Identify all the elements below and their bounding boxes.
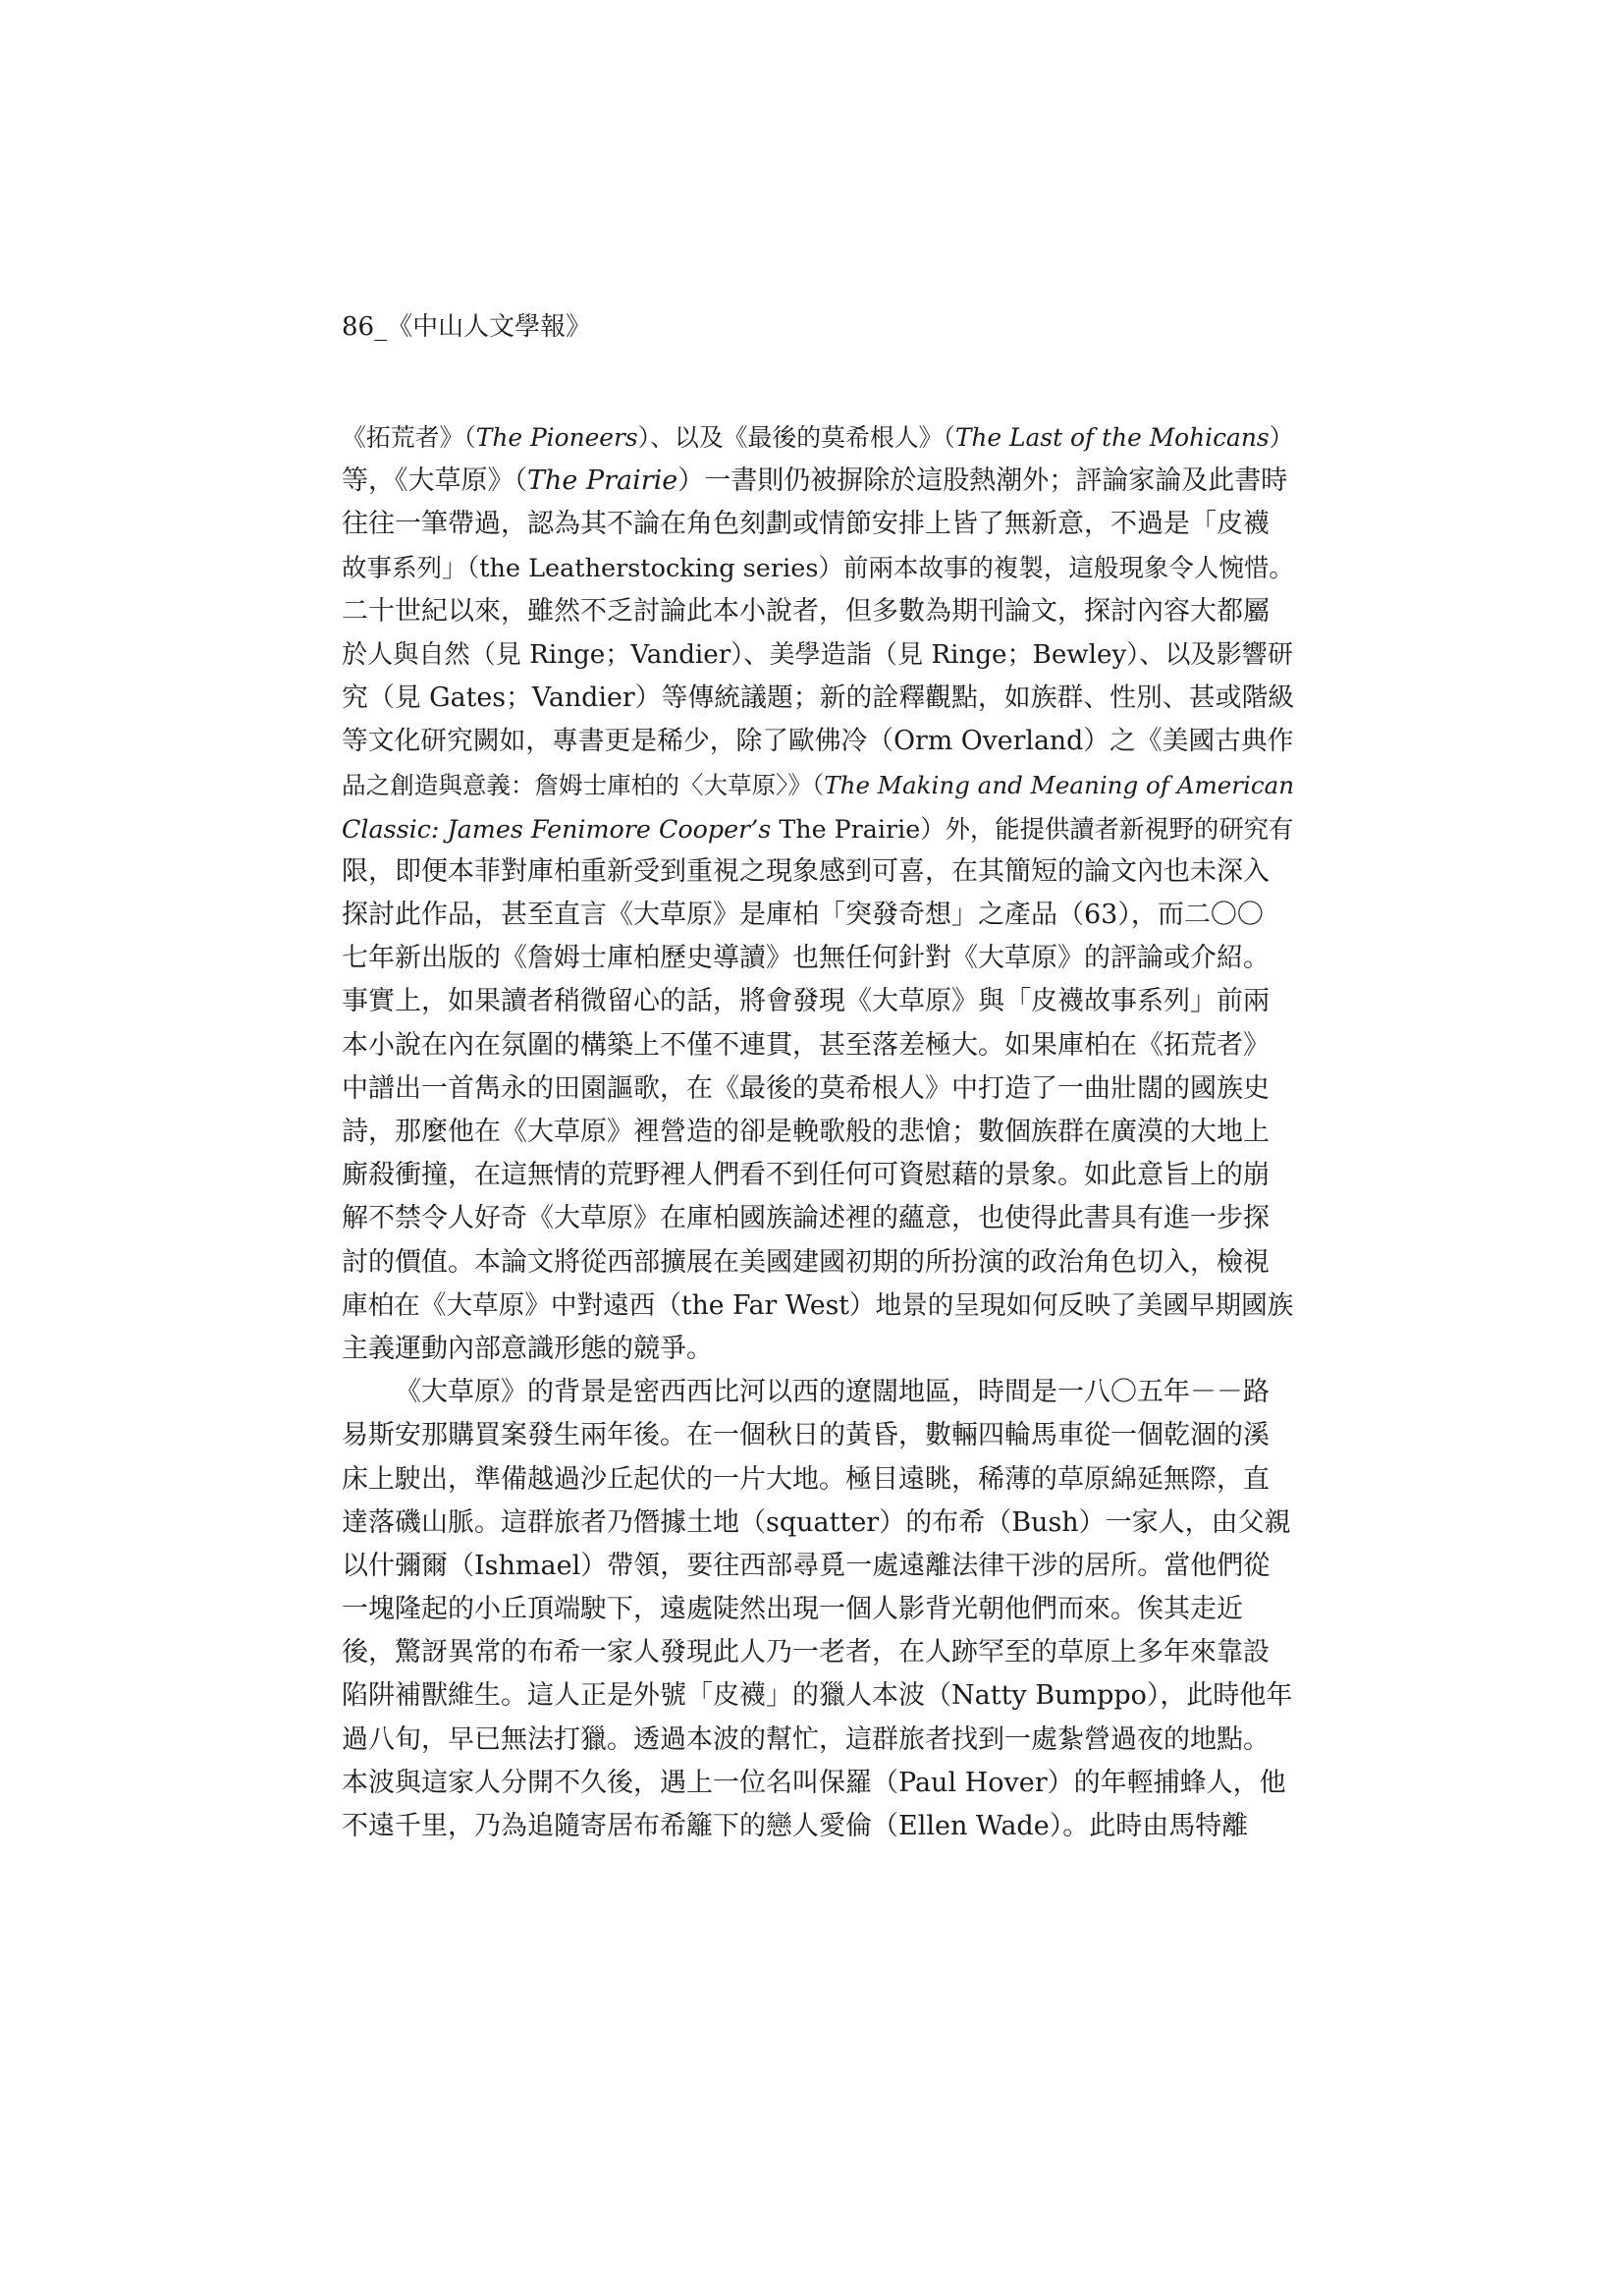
text-run: 《拓荒者》（ xyxy=(342,423,476,452)
text-run: 不遠千里，乃為追隨寄居布希籬下的戀人愛倫（Ellen Wade）。此時由馬特離 xyxy=(342,1811,1249,1841)
text-line xyxy=(342,1631,1294,1674)
text-run: 等文化研究闕如，專書更是稀少，除了歐佛冷（Orm Overland）之《美國古典作 xyxy=(342,726,1294,757)
text-run: 於人與自然（見 Ringe；Vandier）、美學造詣（見 Ringe；Bewley）、以及影響研 xyxy=(342,639,1294,670)
text-line xyxy=(342,1414,1294,1457)
italic-title: The Last of the Mohicans xyxy=(954,423,1270,452)
text-line xyxy=(342,1588,1294,1631)
text-line xyxy=(342,1154,1294,1197)
text-run: ） xyxy=(1269,423,1294,452)
text-run: 詩，那麼他在《大草原》裡營造的卻是輓歌般的悲愴；數個族群在廣漠的大地上 xyxy=(342,1117,1270,1147)
text-line xyxy=(342,720,1294,763)
text-run: 本小說在內在氛圍的構築上不僅不連貫，甚至落差極大。如果庫柏在《拓荒者》 xyxy=(342,1029,1270,1061)
text-run: ）、以及《最後的莫希根人》（ xyxy=(637,423,955,452)
text-line xyxy=(342,937,1294,980)
text-run: 後，驚訝異常的布希一家人發現此人乃一老者，在人跡罕至的草原上多年來靠設 xyxy=(342,1637,1270,1668)
text-line xyxy=(342,1285,1294,1328)
article-body xyxy=(342,416,1294,1848)
text-line xyxy=(342,1241,1294,1285)
text-run: 以什彌爾（Ishmael）帶領，要往西部尋覓一處遠離法律干涉的居所。當他們從 xyxy=(342,1550,1271,1581)
text-run: 探討此作品，甚至直言《大草原》是庫柏「突發奇想」之產品（63），而二〇〇 xyxy=(342,900,1264,931)
text-line xyxy=(342,1197,1294,1240)
italic-title: The Making and Meaning of American xyxy=(824,770,1294,799)
text-run: 解不禁令人好奇《大草原》在庫柏國族論述裡的蘊意，也使得此書具有進一步探 xyxy=(342,1203,1270,1234)
text-run: 二十世紀以來，雖然不乏討論此本小說者，但多數為期刊論文，探討內容大都屬 xyxy=(342,595,1270,627)
text-line xyxy=(342,980,1294,1023)
text-line xyxy=(342,1719,1294,1762)
text-run: 《大草原》的背景是密西西比河以西的遼闊地區，時間是一八〇五年－－路 xyxy=(395,1377,1270,1408)
text-run: 事實上，如果讀者稍微留心的話，將會發現《大草原》與「皮襪故事系列」前兩 xyxy=(342,986,1270,1017)
text-run: 等，《大草原》（ xyxy=(342,465,527,497)
text-line xyxy=(342,1371,1294,1414)
text-line xyxy=(342,1067,1294,1111)
text-run: The Prairie）外，能提供讀者新視野的研究有 xyxy=(771,813,1294,844)
text-line xyxy=(342,850,1294,894)
text-line xyxy=(342,1111,1294,1154)
text-run: ）一書則仍被摒除於這股熱潮外；評論家論及此書時 xyxy=(677,465,1288,497)
text-line xyxy=(342,764,1294,807)
text-run: 庫柏在《大草原》中對遠西（the Far West）地景的呈現如何反映了美國早期國族 xyxy=(342,1289,1294,1321)
text-run: 過八旬，早已無法打獵。透過本波的幫忙，這群旅者找到一處紮營過夜的地點。 xyxy=(342,1723,1270,1755)
italic-title: The Prairie xyxy=(527,465,678,497)
text-line xyxy=(342,1762,1294,1805)
text-line xyxy=(342,416,1294,460)
text-line xyxy=(342,1674,1294,1718)
text-run: 本波與這家人分開不久後，遇上一位名叫保羅（Paul Hover）的年輕捕蜂人，他 xyxy=(342,1767,1286,1798)
text-run: 限，即便本菲對庫柏重新受到重視之現象感到可喜，在其簡短的論文內也未深入 xyxy=(342,855,1270,887)
text-line xyxy=(342,547,1294,590)
text-line xyxy=(342,677,1294,720)
text-run: 易斯安那購買案發生兩年後。在一個秋日的黃昏，數輛四輪馬車從一個乾涸的溪 xyxy=(342,1420,1270,1451)
text-run: 討的價值。本論文將從西部擴展在美國建國初期的所扮演的政治角色切入，檢視 xyxy=(342,1246,1270,1278)
text-line xyxy=(342,1458,1294,1502)
text-line xyxy=(342,460,1294,503)
text-line xyxy=(342,633,1294,677)
text-run: 主義運動內部意識形態的競爭。 xyxy=(342,1333,713,1364)
text-run: 品之創造與意義：詹姆士庫柏的〈大草原〉》（ xyxy=(342,770,825,799)
italic-title: The Pioneers xyxy=(475,423,638,452)
text-line xyxy=(342,1024,1294,1067)
text-line xyxy=(342,590,1294,633)
text-line xyxy=(342,1502,1294,1545)
text-run: 達落磯山脈。這群旅者乃僭據土地（squatter）的布希（Bush）一家人，由父親 xyxy=(342,1506,1291,1538)
text-line xyxy=(342,1805,1294,1848)
text-run: 七年新出版的《詹姆士庫柏歷史導讀》也無任何針對《大草原》的評論或介紹。 xyxy=(342,943,1270,974)
text-line xyxy=(342,1545,1294,1588)
text-run: 中譜出一首雋永的田園謳歌，在《最後的莫希根人》中打造了一曲壯闊的國族史 xyxy=(342,1072,1270,1104)
text-line xyxy=(342,503,1294,546)
italic-title: Classic: James Fenimore Cooper’s xyxy=(342,813,772,844)
text-run: 故事系列」（the Leatherstocking series）前兩本故事的複製，這般現象令人惋惜。 xyxy=(342,553,1294,583)
text-run: 床上駛出，準備越過沙丘起伏的一片大地。極目遠眺，稀薄的草原綿延無際，直 xyxy=(342,1463,1270,1495)
text-run: 究（見 Gates；Vandier）等傳統議題；新的詮釋觀點，如族群、性別、甚或階級 xyxy=(342,683,1294,714)
text-run: 廝殺衝撞，在這無情的荒野裡人們看不到任何可資慰藉的景象。如此意旨上的崩 xyxy=(342,1160,1270,1191)
text-line xyxy=(342,807,1294,850)
text-line xyxy=(342,894,1294,937)
text-run: 往往一筆帶過，認為其不論在角色刻劃或情節安排上皆了無新意，不過是「皮襪 xyxy=(342,509,1270,540)
text-line xyxy=(342,1328,1294,1371)
paragraph xyxy=(342,416,1294,1371)
paragraph xyxy=(342,1371,1294,1848)
running-head: 86_《中山人文學報》 xyxy=(342,312,592,342)
text-run: 一塊隆起的小丘頂端駛下，遠處陡然出現一個人影背光朝他們而來。俟其走近 xyxy=(342,1594,1243,1625)
text-run: 陷阱補獸維生。這人正是外號「皮襪」的獵人本波（Natty Bumppo），此時他年 xyxy=(342,1680,1293,1712)
